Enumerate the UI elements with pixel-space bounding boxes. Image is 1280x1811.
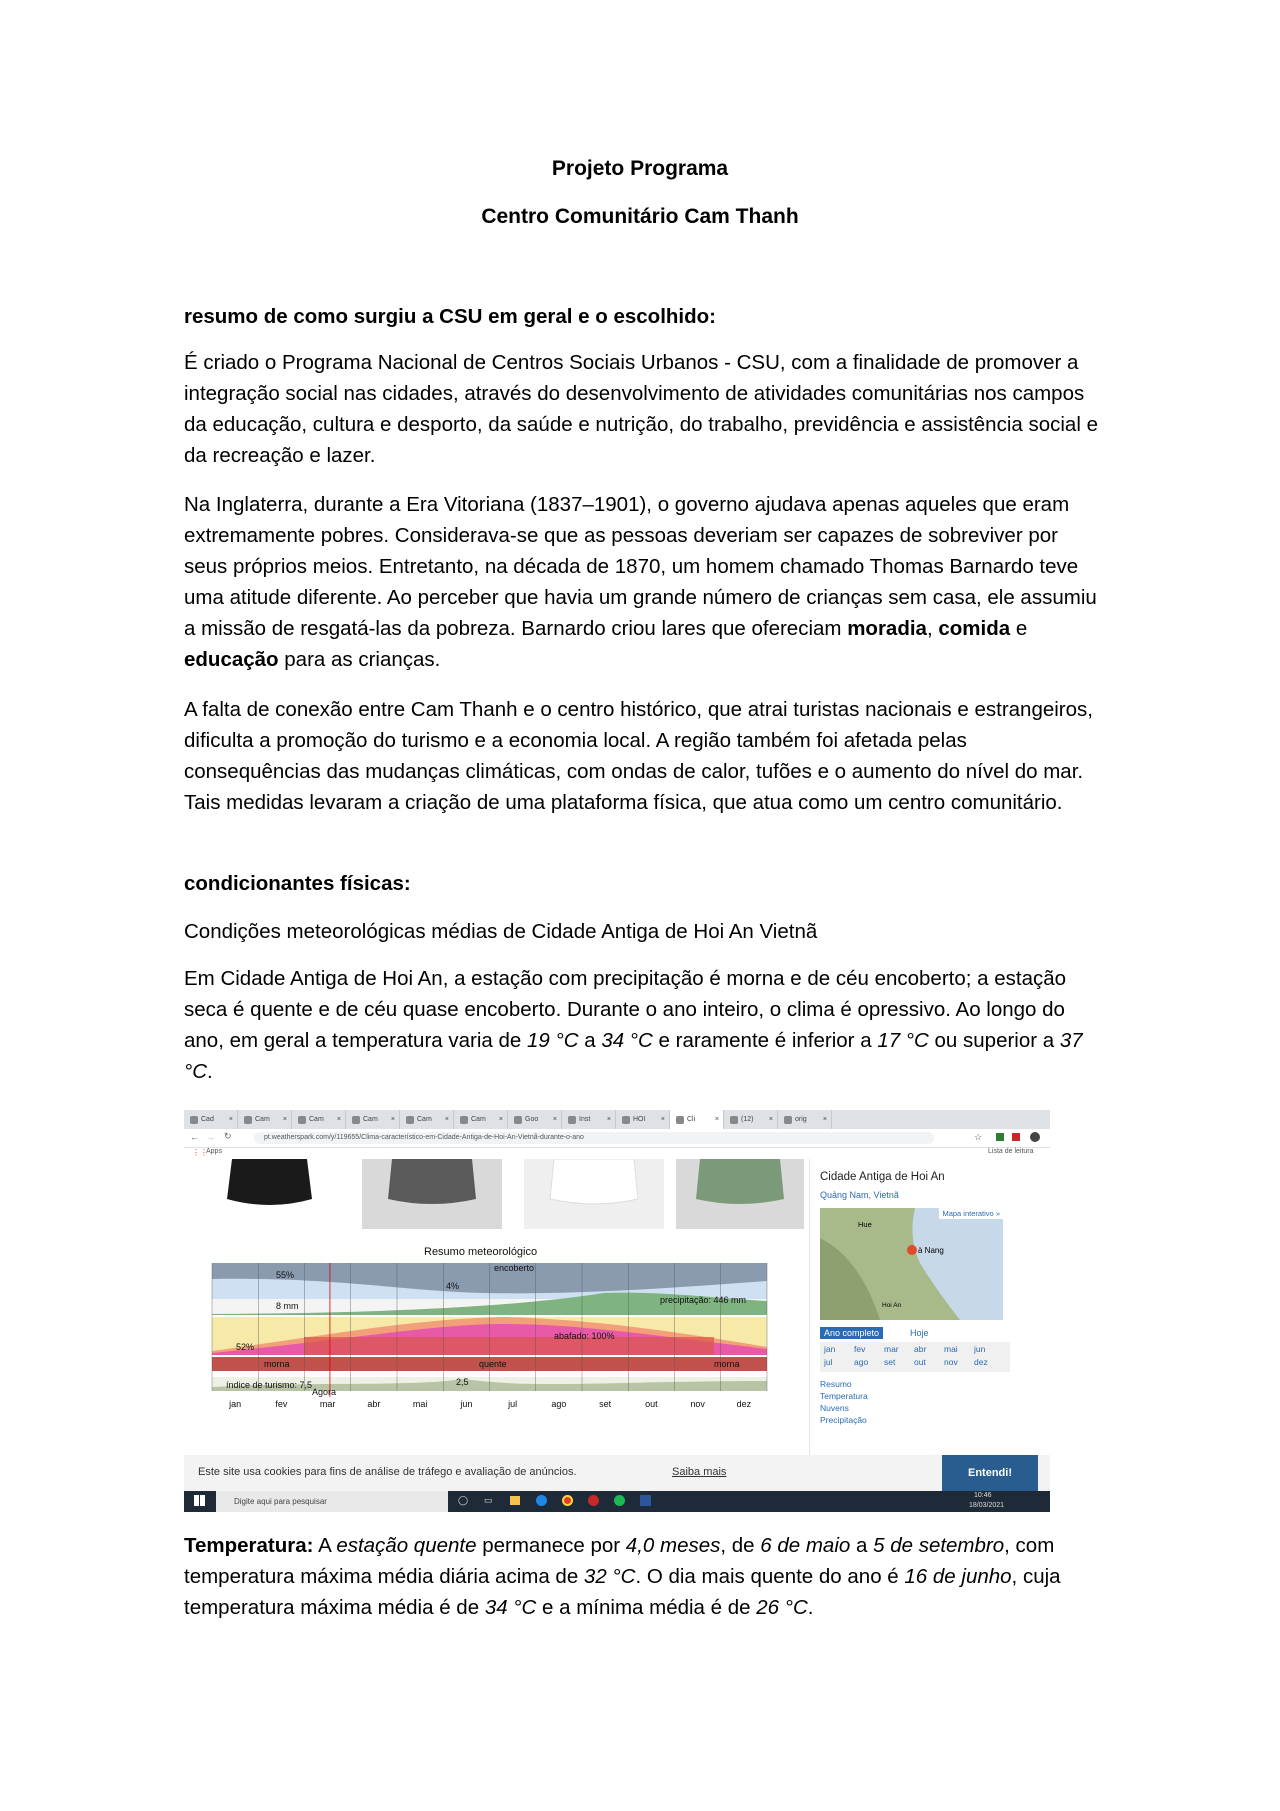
browser-tab[interactable] (562, 1110, 616, 1129)
x-tick-label: mai (412, 1399, 428, 1409)
chrome-icon[interactable] (562, 1495, 573, 1506)
word-icon[interactable] (640, 1495, 651, 1506)
extension-icon[interactable] (996, 1133, 1004, 1141)
edge-icon[interactable] (536, 1495, 547, 1506)
x-tick-label: jun (460, 1399, 473, 1409)
close-icon[interactable]: × (444, 1116, 449, 1123)
shirt-icon (524, 1159, 664, 1229)
tab-hoje[interactable]: Hoje (910, 1328, 929, 1338)
tab-favicon-icon (244, 1116, 252, 1124)
season-hot-label: quente (479, 1359, 507, 1369)
x-tick-label: jul (508, 1399, 518, 1409)
browser-tab-strip (184, 1110, 1050, 1129)
tab-favicon-icon (352, 1116, 360, 1124)
season-warm-label: morna (264, 1359, 290, 1369)
avatar[interactable] (1030, 1132, 1040, 1142)
humid-max-label: abafado: 100% (554, 1331, 615, 1341)
product-image[interactable] (676, 1159, 804, 1229)
section-heading-physical: condicionantes físicas: (184, 872, 411, 895)
browser-tab[interactable] (292, 1110, 346, 1129)
map-interactive-link[interactable]: Mapa interativo » (939, 1208, 1003, 1219)
spotify-icon[interactable] (614, 1495, 625, 1506)
browser-tab[interactable] (454, 1110, 508, 1129)
cookie-accept-button[interactable]: Entendi! (942, 1455, 1038, 1491)
map-label-danang: à Nang (918, 1246, 944, 1255)
tab-favicon-icon (514, 1116, 522, 1124)
tab-favicon-icon (622, 1116, 630, 1124)
tab-favicon-icon (190, 1116, 198, 1124)
paragraph-temperature: Temperatura: A estação quente permanece por 4,0 meses, de 6 de maio a 5 de setembro, com temperatura máxima média diária acima de 32 °C. O dia mais quente do ano é 16 de junho, cuja temperatura máxima média é de 34 °C e a mínima média é de 26 °C. (184, 1534, 1061, 1619)
map-label-hoian: Hoi An (882, 1302, 902, 1309)
product-image[interactable] (524, 1159, 664, 1229)
month-link[interactable]: nov (944, 1357, 958, 1367)
chart-bands (212, 1263, 767, 1397)
tab-label: Cam (417, 1116, 432, 1123)
product-image[interactable] (362, 1159, 502, 1229)
paragraph-csu: É criado o Programa Nacional de Centros Sociais Urbanos - CSU, com a finalidade de promover a integração social nas cidades, através do desenvolvimento de atividades comunitárias nos campos da educação, cultura e desporto, da saúde e nutrição, do trabalho, previdência e assistência social e da recreação e lazer. (184, 351, 1098, 467)
tab-favicon-icon (406, 1116, 414, 1124)
precip-min-label: 8 mm (276, 1301, 299, 1311)
month-link[interactable]: mar (884, 1344, 899, 1354)
paragraph-weather-title: Condições meteorológicas médias de Cidade Antiga de Hoi An Vietnã (184, 920, 818, 943)
document-subtitle: Centro Comunitário Cam Thanh (481, 205, 799, 228)
forward-icon[interactable]: → (206, 1132, 215, 1142)
x-tick-label: mar (319, 1399, 336, 1409)
folder-icon[interactable] (510, 1496, 520, 1505)
cookie-text: Este site usa cookies para fins de análise de tráfego e avaliação de anúncios. (198, 1466, 577, 1478)
month-link[interactable]: jul (824, 1357, 833, 1367)
tab-label: (12) (741, 1116, 754, 1123)
address-bar-row (184, 1129, 1050, 1148)
month-link[interactable]: set (884, 1357, 896, 1367)
x-tick-label: dez (736, 1399, 752, 1409)
x-tick-label: fev (275, 1399, 288, 1409)
location-pin-icon (907, 1245, 917, 1255)
month-link[interactable]: mai (944, 1344, 958, 1354)
taskbar-search-input[interactable]: Digite aqui para pesquisar (216, 1491, 448, 1512)
close-icon[interactable]: × (660, 1116, 665, 1123)
browser-tab[interactable] (346, 1110, 400, 1129)
clock-time: 10:46 (974, 1492, 992, 1499)
cloud-label: encoberto (494, 1263, 535, 1273)
opera-icon[interactable] (588, 1495, 599, 1506)
tab-label: Goo (525, 1116, 539, 1123)
browser-tab[interactable] (184, 1110, 238, 1129)
month-link[interactable]: out (914, 1357, 926, 1367)
browser-tab[interactable] (238, 1110, 292, 1129)
cookie-learn-more-link[interactable]: Saiba mais (672, 1466, 727, 1478)
humid-min-label: 52% (236, 1342, 255, 1352)
tourism-min-label: 2,5 (456, 1377, 469, 1387)
tab-favicon-icon (730, 1116, 738, 1124)
taskbar-app-icon[interactable]: ▭ (484, 1495, 493, 1505)
shirt-icon (676, 1159, 804, 1229)
close-icon[interactable]: × (552, 1116, 557, 1123)
section-heading-summary: resumo de como surgiu a CSU em geral e o escolhido: (184, 305, 716, 328)
sidebar-link[interactable]: Resumo (820, 1379, 852, 1389)
sidebar-links (820, 1378, 868, 1426)
shirt-icon (362, 1159, 502, 1229)
product-image[interactable] (202, 1159, 337, 1229)
close-icon[interactable]: × (768, 1116, 773, 1123)
close-icon[interactable]: × (282, 1116, 287, 1123)
tab-label: orig (795, 1116, 807, 1123)
cookie-banner (184, 1455, 1050, 1491)
clock-date: 18/03/2021 (969, 1502, 1005, 1509)
month-link[interactable]: fev (854, 1344, 866, 1354)
cloud-min-label: 4% (446, 1281, 460, 1291)
back-icon[interactable]: ← (190, 1132, 199, 1142)
windows-taskbar (184, 1491, 1050, 1512)
reading-list[interactable]: Lista de leitura (988, 1148, 1034, 1155)
x-tick-label: set (599, 1399, 612, 1409)
close-icon[interactable]: × (606, 1116, 611, 1123)
tab-label: Cli (687, 1116, 696, 1123)
document-title: Projeto Programa (551, 157, 729, 180)
weather-summary-chart (184, 1229, 794, 1459)
chart-title: Resumo meteorológico (424, 1246, 538, 1258)
page-content (184, 1159, 1050, 1459)
browser-tab[interactable] (508, 1110, 562, 1129)
reload-icon[interactable]: ↻ (224, 1131, 232, 1141)
close-icon[interactable]: × (390, 1116, 395, 1123)
month-link[interactable]: ago (854, 1357, 869, 1367)
tourism-label: índice de turismo: 7,5 (226, 1380, 313, 1390)
month-link[interactable]: jun (974, 1344, 986, 1354)
x-tick-label: ago (551, 1399, 567, 1409)
browser-tab[interactable] (778, 1110, 832, 1129)
shirt-icon (202, 1159, 337, 1229)
paragraph-cam-thanh: A falta de conexão entre Cam Thanh e o centro histórico, que atrai turistas nacionais e estrangeiros, dificulta a promoção do turismo e a economia local. A região também foi afetada pelas consequências das mudanças climáticas, com ondas de calor, tufões e o aumento do nível do mar. Tais medidas levaram a criação de uma plataforma física, que atua como um centro comunitário. (184, 698, 1093, 814)
browser-tab[interactable] (670, 1110, 724, 1129)
month-grid (820, 1342, 1010, 1372)
x-tick-label: abr (367, 1399, 381, 1409)
url-input[interactable]: pt.weatherspark.com/y/119655/Clima-característico-em-Cidade-Antiga-de-Hoi-An-Vietnã-durante-o-ano (254, 1132, 934, 1144)
tab-label: Cad (201, 1116, 214, 1123)
month-link[interactable]: jan (824, 1344, 836, 1354)
close-icon[interactable]: × (714, 1116, 719, 1123)
tab-favicon-icon (298, 1116, 306, 1124)
sidebar-link[interactable]: Nuvens (820, 1403, 849, 1413)
month-link[interactable]: dez (974, 1357, 988, 1367)
map-graphic (820, 1208, 1003, 1320)
x-tick-label: out (645, 1399, 658, 1409)
x-tick-label: jan (229, 1399, 242, 1409)
x-tick-label: nov (690, 1399, 705, 1409)
tab-label: Cam (255, 1116, 270, 1123)
tab-label: Inst (579, 1116, 591, 1123)
tab-ano-completo[interactable]: Ano completo (820, 1327, 883, 1339)
browser-tab[interactable] (616, 1110, 670, 1129)
sidebar-link[interactable]: Precipitação (820, 1415, 867, 1425)
tab-favicon-icon (676, 1116, 684, 1124)
location-map[interactable] (820, 1208, 1003, 1320)
map-label-hue: Hue (858, 1220, 872, 1229)
weatherspark-screenshot (184, 1110, 1050, 1512)
tab-label: HOI (633, 1116, 646, 1123)
tab-favicon-icon (784, 1116, 792, 1124)
extension-icon[interactable] (1012, 1133, 1020, 1141)
bookmarks-bar (184, 1147, 1050, 1159)
chart-x-ticks (228, 1399, 752, 1409)
star-icon[interactable]: ☆ (974, 1132, 983, 1142)
apps-grid-icon[interactable]: ⋮⋮ (192, 1148, 208, 1157)
tab-favicon-icon (460, 1116, 468, 1124)
windows-start-icon[interactable] (194, 1495, 205, 1506)
precip-max-label: precipitação: 446 mm (660, 1295, 747, 1305)
paragraph-victorian: Na Inglaterra, durante a Era Vitoriana (1837–1901), o governo ajudava apenas aqueles que eram extremamente pobres. Considerava-se que as pessoas deveriam ser capazes de sobreviver por seus próprios meios. Entretanto, na década de 1870, um homem chamado Thomas Barnardo teve uma atitude diferente. Ao perceber que havia um grande número de crianças sem casa, ele assumiu a missão de resgatá-las da pobreza. Barnardo criou lares que ofereciam moradia, comida e educação para as crianças. (184, 493, 1097, 671)
tab-label: Cam (471, 1116, 486, 1123)
paragraph-climate: Em Cidade Antiga de Hoi An, a estação com precipitação é morna e de céu encoberto; a estação seca é quente e de céu quase encoberto. Durante o ano inteiro, o clima é opressivo. Ao longo do ano, em geral a temperatura varia de 19 °C a 34 °C e raramente é inferior a 17 °C ou superior a 37 °C. (184, 967, 1083, 1083)
cloud-max-label: 55% (276, 1270, 295, 1280)
close-icon[interactable]: × (336, 1116, 341, 1123)
hot-band-area (304, 1337, 714, 1355)
browser-tab[interactable] (400, 1110, 454, 1129)
close-icon[interactable]: × (228, 1116, 233, 1123)
tab-label: Cam (363, 1116, 378, 1123)
sidebar-link[interactable]: Temperatura (820, 1391, 868, 1401)
place-subtitle[interactable]: Quảng Nam, Vietnã (820, 1190, 899, 1200)
task-view-icon[interactable]: ◯ (458, 1495, 469, 1505)
season-warm-label: morna (714, 1359, 740, 1369)
month-link[interactable]: abr (914, 1344, 927, 1354)
place-title: Cidade Antiga de Hoi An (820, 1171, 945, 1183)
now-label: Agora (312, 1387, 337, 1397)
close-icon[interactable]: × (498, 1116, 503, 1123)
browser-tab[interactable] (724, 1110, 778, 1129)
close-icon[interactable]: × (822, 1116, 827, 1123)
tab-label: Cam (309, 1116, 324, 1123)
bookmark-apps[interactable]: Apps (206, 1148, 222, 1155)
tab-favicon-icon (568, 1116, 576, 1124)
location-sidebar (809, 1159, 1038, 1459)
